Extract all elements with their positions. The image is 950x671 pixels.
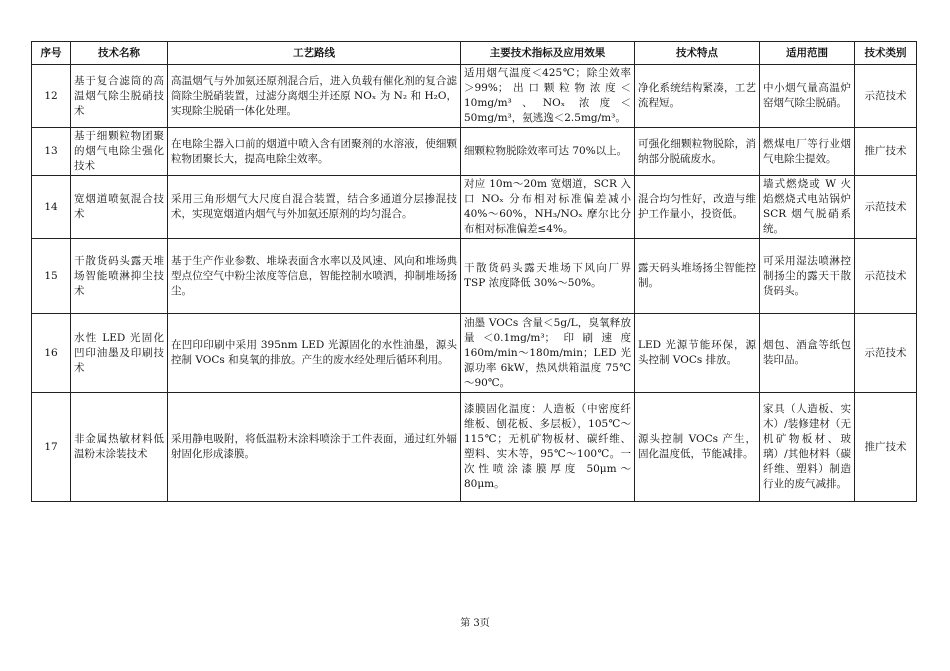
header-id: 序号 [32,42,71,65]
row-scope: 家具（人造板、实木）/装修建材（无机矿物板材、玻璃）/其他材料（碳纤维、塑料）制造行业的废气减排。 [760,393,855,502]
table-row [32,314,917,393]
row-scope: 可采用湿法喷淋控制扬尘的露天干散货码头。 [760,239,855,314]
row-id: 15 [32,239,71,314]
header-route: 工艺路线 [168,42,461,65]
row-route: 采用静电吸附，将低温粉末涂料喷涂于工件表面，通过红外辐射固化形成漆膜。 [168,393,461,502]
row-feature: 净化系统结构紧凑，工艺流程短。 [635,65,760,128]
row-feature: LED 光源节能环保，源头控制 VOCs 排放。 [635,314,760,393]
row-name: 非金属热敏材料低温粉末涂装技术 [71,393,168,502]
table-row [32,65,917,128]
table-row [32,176,917,239]
table-row [32,128,917,176]
row-route: 在凹印印刷中采用 395nm LED 光源固化的水性油墨，源头控制 VOCs 和臭氧的排放。产生的废水经处理后循环利用。 [168,314,461,393]
row-feature: 混合均匀性好，改造与维护工作量小，投资低。 [635,176,760,239]
row-id: 12 [32,65,71,128]
row-id: 16 [32,314,71,393]
row-scope: 燃煤电厂等行业烟气电除尘提效。 [760,128,855,176]
row-route: 基于生产作业参数、堆垛表面含水率以及风速、风向和堆场典型点位空气中粉尘浓度等信息，智能控制水喷洒，抑制堆场扬尘。 [168,239,461,314]
header-feature: 技术特点 [635,42,760,65]
row-type: 示范技术 [855,176,917,239]
row-feature: 露天码头堆场扬尘智能控制。 [635,239,760,314]
row-effect: 适用烟气温度＜425℃；除尘效率＞99%；出口颗粒物浓度＜10mg/m³、NOₓ 浓度＜50mg/m³，氨逃逸＜2.5mg/m³。 [461,65,635,128]
row-name: 干散货码头露天堆场智能喷淋抑尘技术 [71,239,168,314]
row-type: 示范技术 [855,65,917,128]
header-scope: 适用范围 [760,42,855,65]
row-type: 示范技术 [855,314,917,393]
row-name: 基于细颗粒物团聚的烟气电除尘强化技术 [71,128,168,176]
table-row [32,239,917,314]
row-scope: 墙式燃烧或 W 火焰燃烧式电站锅炉 SCR 烟气脱硝系统。 [760,176,855,239]
row-feature: 源头控制 VOCs 产生，固化温度低，节能减排。 [635,393,760,502]
table-row [32,393,917,502]
row-name: 宽烟道喷氨混合技术 [71,176,168,239]
row-feature: 可强化细颗粒物脱除，消纳部分脱硫废水。 [635,128,760,176]
header-type: 技术类别 [855,42,917,65]
row-id: 14 [32,176,71,239]
row-type: 推广技术 [855,128,917,176]
technology-table [31,41,917,502]
row-type: 推广技术 [855,393,917,502]
row-name: 基于复合滤筒的高温烟气除尘脱硝技术 [71,65,168,128]
row-route: 在电除尘器入口前的烟道中喷入含有团聚剂的水溶液，使细颗粒物团聚长大，提高电除尘效率。 [168,128,461,176]
row-scope: 烟包、酒盒等纸包装印品。 [760,314,855,393]
row-name: 水性 LED 光固化凹印油墨及印刷技术 [71,314,168,393]
row-id: 13 [32,128,71,176]
table-header-row [32,42,917,65]
row-effect: 油墨 VOCs 含量＜5g/L，臭氧释放量＜0.1mg/m³；印刷速度 160m/min～180m/min；LED 光源功率 6kW，热风烘箱温度 75℃～90℃。 [461,314,635,393]
row-id: 17 [32,393,71,502]
header-effect: 主要技术指标及应用效果 [461,42,635,65]
row-effect: 漆膜固化温度：人造板（中密度纤维板、刨花板、多层板），105℃～115℃；无机矿物板材、碳纤维、塑料、实木等，95℃～100℃。一次性喷涂漆膜厚度 50μm～80μm。 [461,393,635,502]
page-number: 第 3页 [460,618,490,629]
row-effect: 细颗粒物脱除效率可达 70%以上。 [461,128,635,176]
row-effect: 干散货码头露天堆场下风向厂界 TSP 浓度降低 30%～50%。 [461,239,635,314]
header-name: 技术名称 [71,42,168,65]
row-type: 示范技术 [855,239,917,314]
row-route: 采用三角形烟气大尺度自混合装置，结合多通道分层掺混技术，实现宽烟道内烟气与外加氨还原剂的均匀混合。 [168,176,461,239]
row-effect: 对应 10m～20m 宽烟道，SCR 入口 NOₓ 分布相对标准偏差减小 40%～60%，NH₃/NOₓ 摩尔比分布相对标准偏差≤4%。 [461,176,635,239]
row-route: 高温烟气与外加氨还原剂混合后，进入负载有催化剂的复合滤筒除尘脱硝装置，过滤分离烟尘并还原 NOₓ 为 N₂ 和 H₂O，实现除尘脱硝一体化处理。 [168,65,461,128]
row-scope: 中小烟气量高温炉窑烟气除尘脱硝。 [760,65,855,128]
